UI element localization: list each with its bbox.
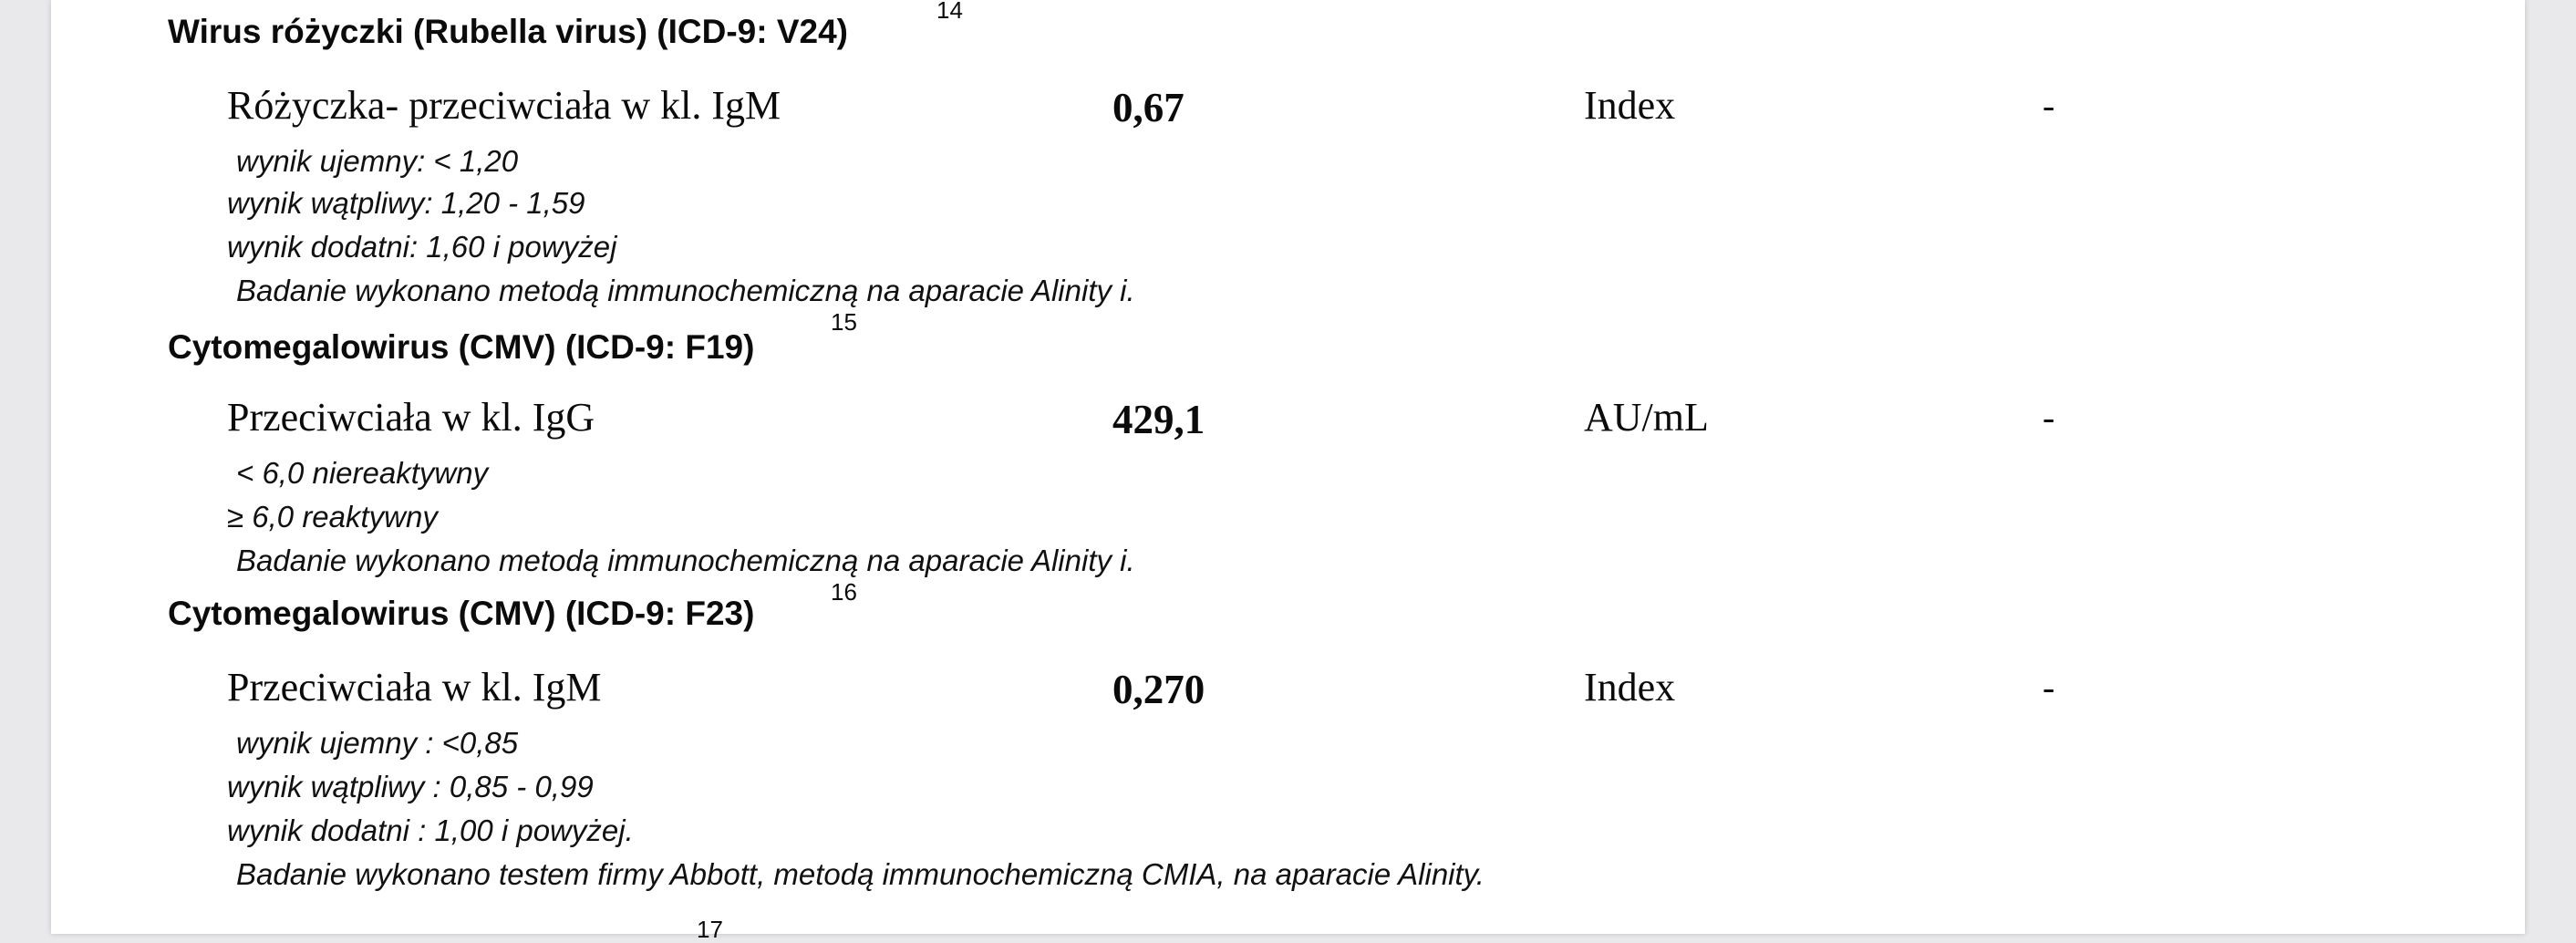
test-name-cmv-igm: Przeciwciała w kl. IgM (227, 665, 602, 710)
reference-note: wynik wątpliwy : 0,85 - 0,99 (227, 770, 594, 803)
method-note: Badanie wykonano metodą immunochemiczną na aparacie Alinity i. (236, 544, 1135, 577)
section-title-rubella: Wirus różyczki (Rubella virus) (ICD-9: V24) (168, 13, 848, 50)
result-value-cmv-igm: 0,270 (1112, 667, 1205, 712)
document-page (51, 0, 2525, 943)
result-unit-cmv-igm: Index (1584, 665, 1676, 710)
reference-note: wynik ujemny : <0,85 (236, 726, 519, 760)
result-unit-cmv-igg: AU/mL (1584, 395, 1709, 440)
reference-note: wynik ujemny: < 1,20 (236, 144, 519, 178)
footnote-ref-16: 16 (831, 578, 857, 606)
footnote-ref-17: 17 (697, 916, 723, 943)
result-flag-cmv-igm: - (2043, 667, 2055, 708)
reference-note: < 6,0 niereaktywny (236, 456, 489, 490)
reference-note: wynik dodatni : 1,00 i powyżej. (227, 813, 634, 847)
test-name-cmv-igg: Przeciwciała w kl. IgG (227, 395, 595, 440)
reference-note: ≥ 6,0 reaktywny (227, 500, 438, 534)
result-flag-rubella-igm: - (2043, 85, 2055, 126)
result-value-cmv-igg: 429,1 (1112, 397, 1205, 442)
reference-note: wynik wątpliwy: 1,20 - 1,59 (227, 186, 585, 220)
reference-note: wynik dodatni: 1,60 i powyżej (227, 230, 617, 264)
footnote-ref-15: 15 (831, 308, 857, 336)
footnote-ref-14: 14 (936, 0, 963, 24)
method-note: Badanie wykonano testem firmy Abbott, metodą immunochemiczną CMIA, na aparacie Alinity. (236, 857, 1485, 891)
result-value-rubella-igm: 0,67 (1112, 85, 1185, 130)
method-note: Badanie wykonano metodą immunochemiczną na aparacie Alinity i. (236, 274, 1135, 307)
result-unit-rubella-igm: Index (1584, 83, 1676, 128)
test-name-rubella-igm: Różyczka- przeciwciała w kl. IgM (227, 83, 781, 128)
result-flag-cmv-igg: - (2043, 397, 2055, 438)
section-title-cmv-igg: Cytomegalowirus (CMV) (ICD-9: F19) (168, 328, 755, 366)
section-title-cmv-igm: Cytomegalowirus (CMV) (ICD-9: F23) (168, 595, 755, 632)
